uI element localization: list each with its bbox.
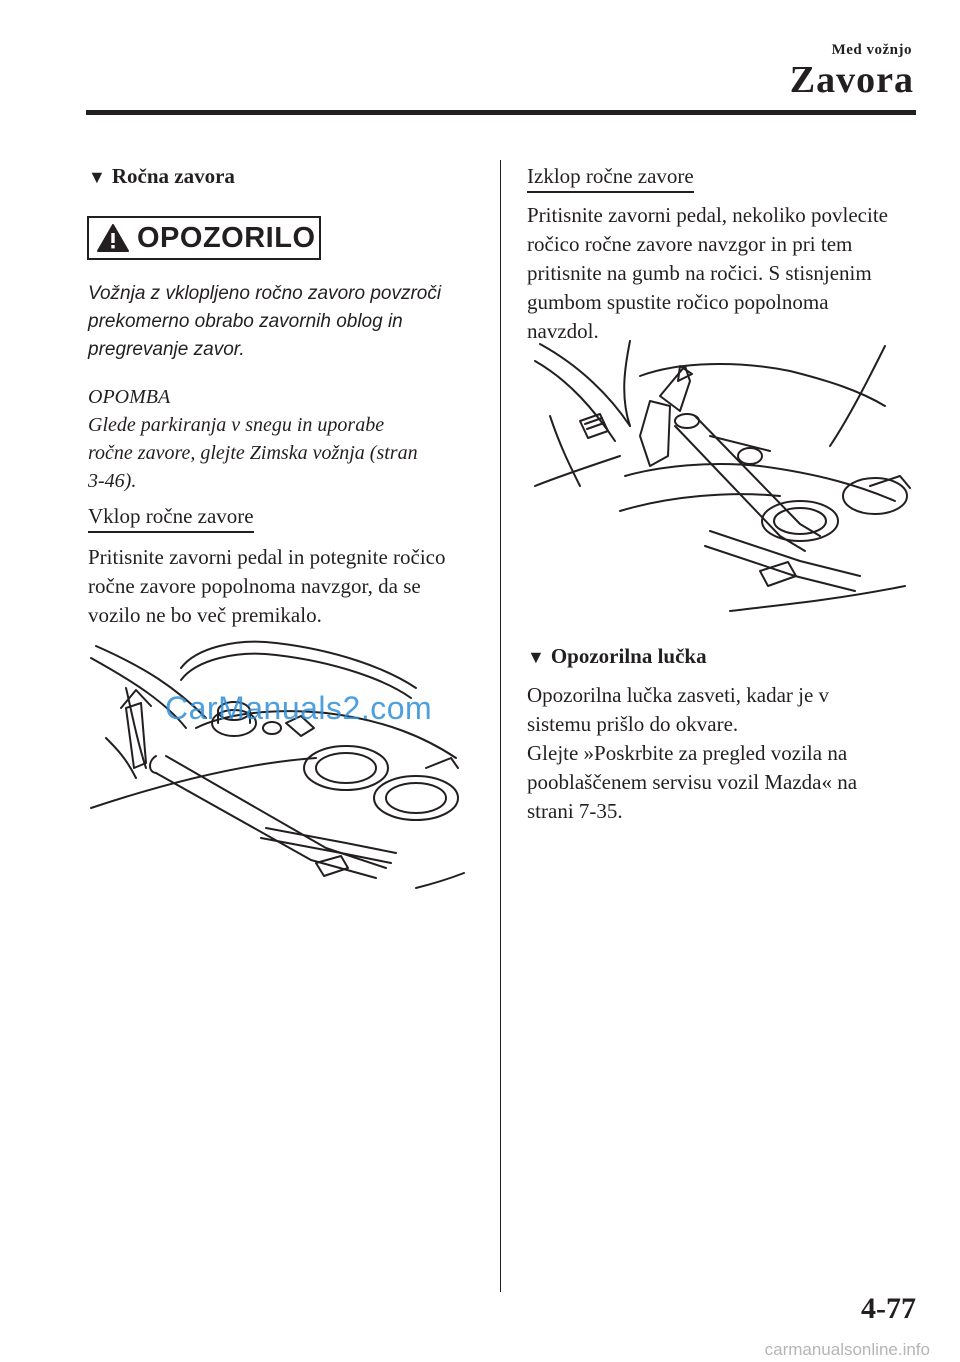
warning-label: OPOZORILO — [137, 221, 316, 254]
body-line: Opozorilna lučka zasveti, kadar je v — [527, 683, 830, 707]
body-line: Glejte »Poskrbite za pregled vozila na — [527, 741, 848, 765]
header-rule — [86, 110, 916, 115]
note-line: Glede parkiranja v snegu in uporabe — [88, 414, 385, 436]
footer-site: carmanualsonline.info — [764, 1340, 930, 1359]
body-line: Pritisnite zavorni pedal in potegnite ročico — [88, 545, 446, 569]
note-line: 3-46). — [88, 470, 137, 492]
note-line: ročne zavore, glejte Zimska vožnja (stran — [88, 442, 418, 464]
handbrake-engage-illustration — [86, 628, 466, 913]
warning-line: Vožnja z vklopljeno ročno zavoro povzroči — [88, 283, 442, 304]
note-block — [88, 383, 418, 495]
body-line: strani 7-35. — [527, 799, 623, 823]
triangle-bullet-icon: ▼ — [88, 167, 106, 187]
page-number: 4-77 — [861, 1292, 916, 1325]
subheading-izklop — [527, 164, 694, 193]
warning-box — [87, 216, 321, 260]
triangle-bullet-icon: ▼ — [527, 647, 545, 667]
subheading-text: Vklop ročne zavore — [88, 504, 254, 533]
body-line: Pritisnite zavorni pedal, nekoliko povlecite — [527, 203, 888, 227]
chapter-title: Med vožnjo — [831, 42, 912, 58]
body-line: pooblaščenem servisu vozil Mazda« na — [527, 770, 858, 794]
vklop-body — [88, 543, 445, 630]
izklop-body — [527, 201, 888, 346]
warning-triangle-icon — [97, 224, 129, 253]
heading-rocna-zavora — [88, 164, 235, 189]
warning-line: pregrevanje zavor. — [88, 339, 245, 360]
note-label: OPOMBA — [88, 386, 171, 408]
handbrake-release-illustration — [530, 336, 915, 621]
heading-opozorilna-lucka — [527, 644, 707, 669]
body-line: gumbom spustite ročico popolnoma — [527, 290, 829, 314]
section-title: Zavora — [789, 59, 914, 101]
body-line: pritisnite na gumb na ročici. S stisnjenim — [527, 261, 872, 285]
opozorilna-body — [527, 681, 857, 826]
heading-text: Opozorilna lučka — [550, 644, 707, 668]
body-line: ročne zavore popolnoma navzgor, da se — [88, 574, 421, 598]
body-line: vozilo ne bo več premikalo. — [88, 603, 322, 627]
subheading-text: Izklop ročne zavore — [527, 164, 694, 193]
body-line: navzdol. — [527, 319, 599, 343]
column-divider — [500, 160, 501, 1292]
body-line: ročico ročne zavore navzgor in pri tem — [527, 232, 853, 256]
warning-line: prekomerno obrabo zavornih oblog in — [88, 311, 403, 332]
subheading-vklop — [88, 504, 254, 533]
watermark-text: CarManuals2.com — [165, 690, 433, 726]
warning-text — [88, 280, 441, 364]
body-line: sistemu prišlo do okvare. — [527, 712, 739, 736]
heading-text: Ročna zavora — [111, 164, 235, 188]
